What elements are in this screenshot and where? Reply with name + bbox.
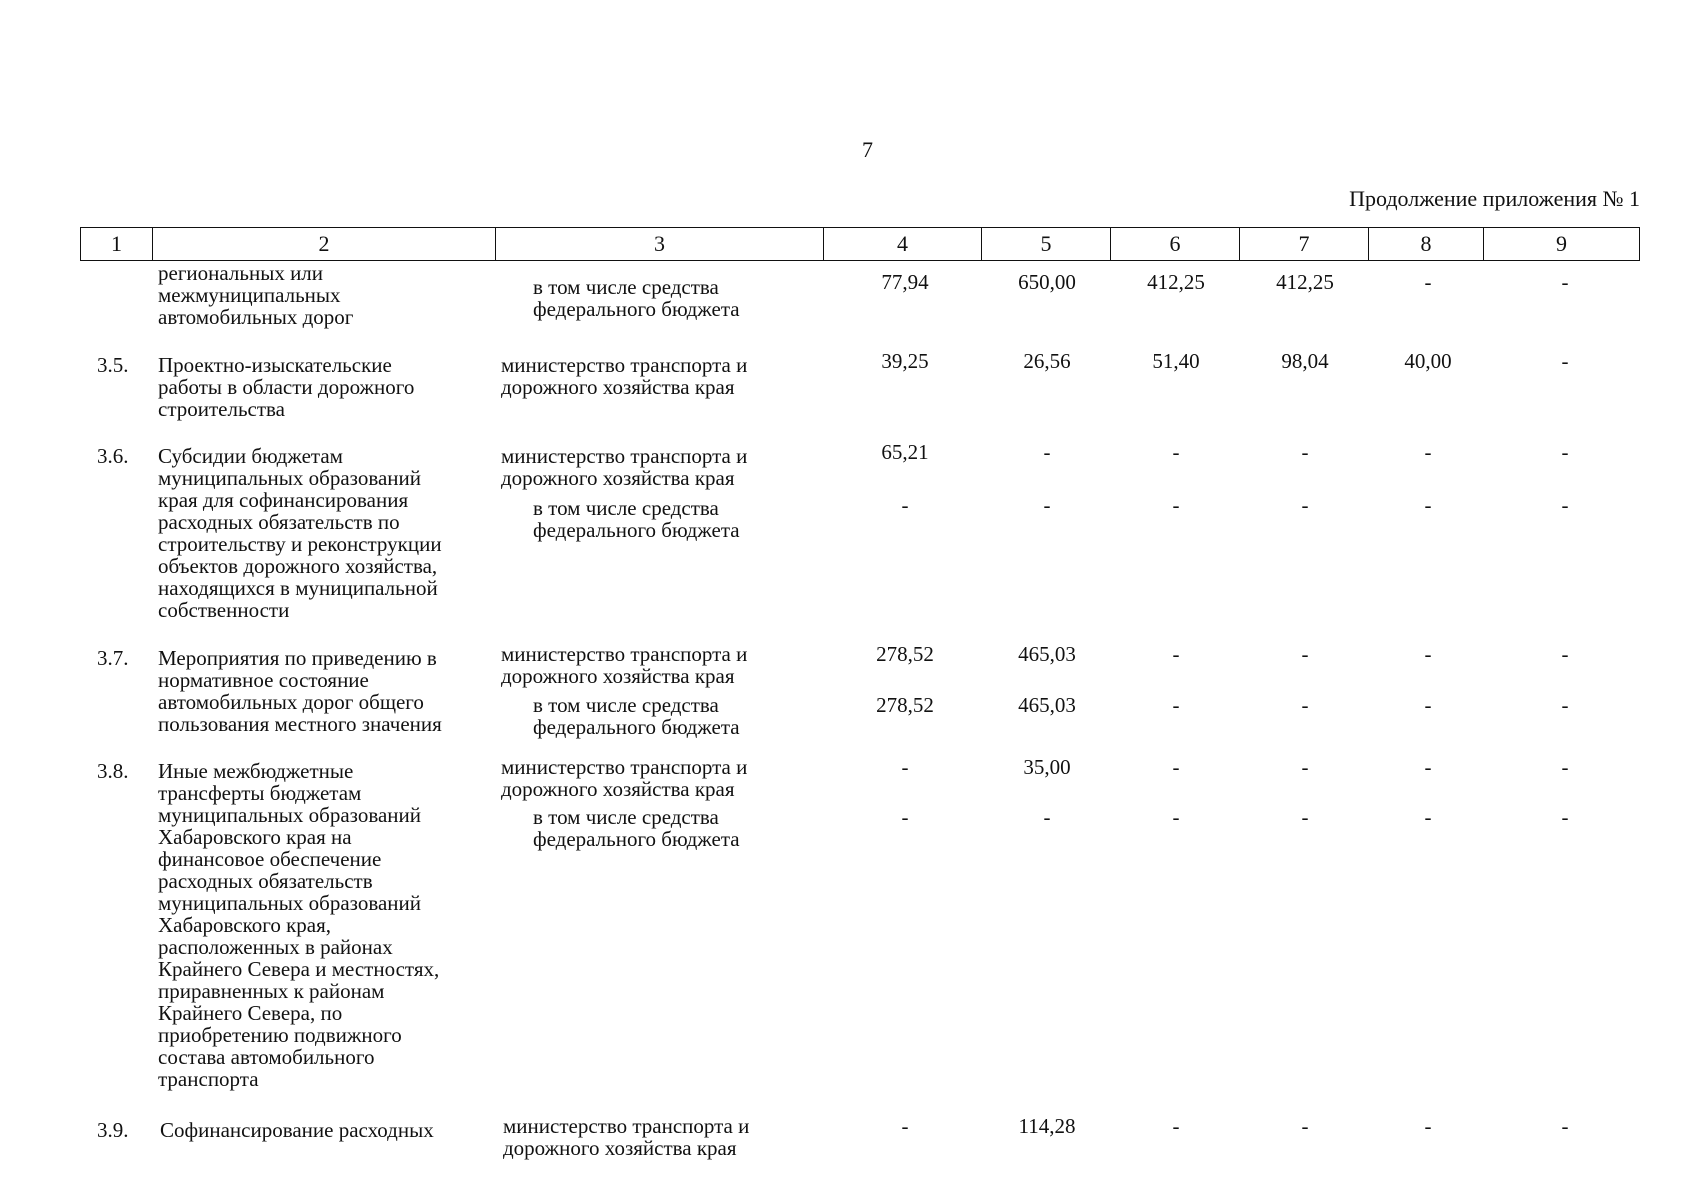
header-cell: 8 xyxy=(1369,228,1484,260)
value-cell: - xyxy=(1301,1114,1309,1138)
header-cell: 1 xyxy=(81,228,153,260)
value-cell: - xyxy=(1043,805,1051,829)
row-executor: министерство транспорта и дорожного хозяйства края xyxy=(501,444,748,490)
table-header-row xyxy=(80,227,1640,261)
row-name: Субсидии бюджетам муниципальных образований края для софинансирования расходных обязательств по строительству и реконструкции объектов дорожного хозяйства, находящихся в муниципальной собственности xyxy=(158,444,442,622)
value-cell: 98,04 xyxy=(1281,349,1329,373)
value-cell: - xyxy=(901,805,909,829)
value-cell: - xyxy=(901,755,909,779)
value-cell: - xyxy=(1424,1114,1432,1138)
value-cell: - xyxy=(1172,1114,1180,1138)
value-cell: - xyxy=(1424,693,1432,717)
row-name: Мероприятия по приведению в нормативное состояние автомобильных дорог общего пользования местного значения xyxy=(158,646,442,736)
value-cell: - xyxy=(1561,755,1569,779)
value-cell: - xyxy=(1561,440,1569,464)
value-cell: - xyxy=(1301,805,1309,829)
value-cell: - xyxy=(1561,642,1569,666)
value-cell: - xyxy=(1172,440,1180,464)
value-cell: - xyxy=(1561,270,1569,294)
value-cell: - xyxy=(1424,493,1432,517)
value-cell: 35,00 xyxy=(1023,755,1071,779)
value-cell: 465,03 xyxy=(1018,693,1076,717)
row-number: 3.6. xyxy=(97,444,129,468)
value-cell: - xyxy=(1424,755,1432,779)
row-number: 3.7. xyxy=(97,646,129,670)
value-cell: - xyxy=(1424,642,1432,666)
row-name: Проектно-изыскательские работы в области дорожного строительства xyxy=(158,353,415,421)
row-executor: министерство транспорта и дорожного хозяйства края xyxy=(501,755,748,801)
value-cell: - xyxy=(1172,493,1180,517)
value-cell: 39,25 xyxy=(881,349,929,373)
value-cell: 40,00 xyxy=(1404,349,1452,373)
value-cell: - xyxy=(1301,642,1309,666)
value-cell: - xyxy=(1301,493,1309,517)
value-cell: - xyxy=(1301,693,1309,717)
page-number: 7 xyxy=(862,137,873,162)
value-cell: - xyxy=(1424,440,1432,464)
value-cell: 278,52 xyxy=(876,693,934,717)
value-cell: - xyxy=(1561,493,1569,517)
value-cell: - xyxy=(1172,755,1180,779)
value-cell: - xyxy=(1424,805,1432,829)
value-cell: - xyxy=(1301,440,1309,464)
row-number: 3.5. xyxy=(97,353,129,377)
value-cell: - xyxy=(1172,805,1180,829)
value-cell: 465,03 xyxy=(1018,642,1076,666)
row-name: Софинансирование расходных xyxy=(160,1118,434,1142)
row-executor: в том числе средства федерального бюджета xyxy=(533,275,740,321)
value-cell: 26,56 xyxy=(1023,349,1071,373)
value-cell: - xyxy=(901,1114,909,1138)
row-number: 3.8. xyxy=(97,759,129,783)
value-cell: - xyxy=(1561,693,1569,717)
row-executor: в том числе средства федерального бюджета xyxy=(533,693,740,739)
row-name: Иные межбюджетные трансферты бюджетам муниципальных образований Хабаровского края на финансовое обеспечение расходных обязательств муниципальных образований Хабаровского края, расположенных в районах Крайнего Севера и местностях, приравненных к районам Крайнего Севера, по приобретению подвижного состава автомобильного транспорта xyxy=(158,759,440,1091)
row-number: 3.9. xyxy=(97,1118,129,1142)
value-cell: 278,52 xyxy=(876,642,934,666)
value-cell: 51,40 xyxy=(1152,349,1200,373)
value-cell: - xyxy=(1561,805,1569,829)
value-cell: - xyxy=(1172,642,1180,666)
header-cell: 4 xyxy=(824,228,982,260)
header-cell: 2 xyxy=(153,228,496,260)
value-cell: - xyxy=(1043,440,1051,464)
header-cell: 9 xyxy=(1556,231,1567,256)
header-cell: 6 xyxy=(1111,228,1240,260)
value-cell: - xyxy=(901,493,909,517)
value-cell: 412,25 xyxy=(1276,270,1334,294)
value-cell: 650,00 xyxy=(1018,270,1076,294)
value-cell: 114,28 xyxy=(1018,1114,1076,1138)
value-cell: - xyxy=(1424,270,1432,294)
row-executor: министерство транспорта и дорожного хозяйства края xyxy=(503,1114,750,1160)
row-executor: в том числе средства федерального бюджета xyxy=(533,496,740,542)
continuation-label: Продолжение приложения № 1 xyxy=(1349,186,1640,211)
row-executor: министерство транспорта и дорожного хозяйства края xyxy=(501,642,748,688)
header-cell: 7 xyxy=(1240,228,1369,260)
row-executor: министерство транспорта и дорожного хозяйства края xyxy=(501,353,748,399)
value-cell: 65,21 xyxy=(881,440,929,464)
header-cell: 3 xyxy=(496,228,824,260)
value-cell: - xyxy=(1172,693,1180,717)
row-executor: в том числе средства федерального бюджета xyxy=(533,805,740,851)
value-cell: - xyxy=(1561,349,1569,373)
value-cell: - xyxy=(1301,755,1309,779)
value-cell: - xyxy=(1561,1114,1569,1138)
value-cell: 77,94 xyxy=(881,270,929,294)
value-cell: - xyxy=(1043,493,1051,517)
row-name: региональных или межмуниципальных автомобильных дорог xyxy=(158,261,354,329)
value-cell: 412,25 xyxy=(1147,270,1205,294)
header-cell: 5 xyxy=(982,228,1111,260)
